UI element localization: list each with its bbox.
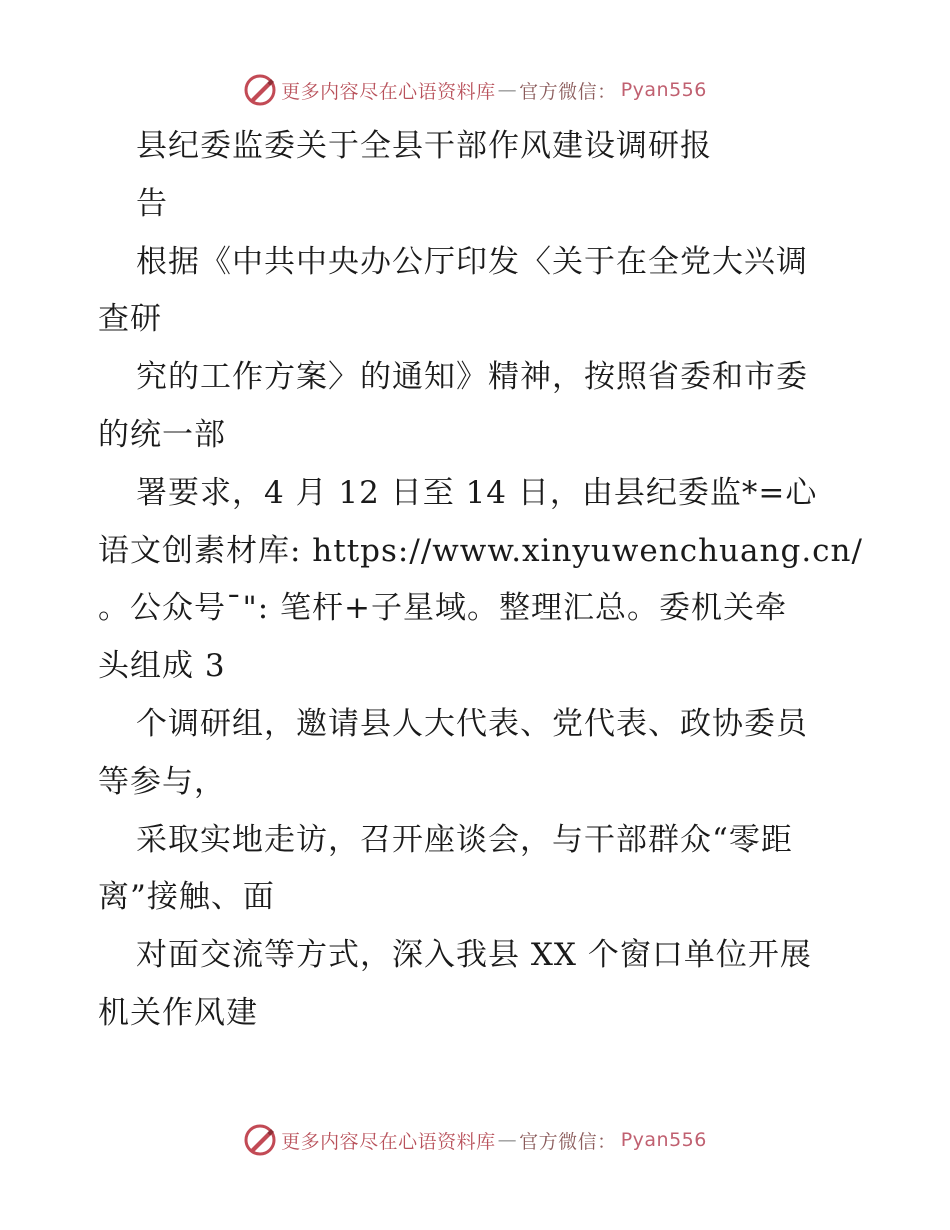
document-line: 采取实地走访，召开座谈会，与干部群众“零距 xyxy=(136,821,793,858)
banner-separator: — xyxy=(497,79,518,101)
document-line: 查研 xyxy=(98,301,162,338)
document-line: 头组成 3 xyxy=(98,648,226,685)
document-body xyxy=(98,118,863,1043)
document-line: 对面交流等方式，深入我县 XX 个窗口单位开展 xyxy=(136,937,812,974)
document-line: 告 xyxy=(136,185,168,222)
document-line: 署要求，4 月 12 日至 14 日，由县纪委监*=心 xyxy=(136,474,818,511)
banner-brand: 更多内容尽在心语资料库 xyxy=(281,80,496,103)
document-line: 机关作风建 xyxy=(98,994,258,1031)
document-line: 语文创素材库: https://www.xinyuwenchuang.cn/ xyxy=(98,532,863,569)
document-line: 等参与， xyxy=(98,763,226,800)
document-line: 个调研组，邀请县人大代表、党代表、政协委员 xyxy=(136,705,808,742)
document-line: 。公众号¯": 笔杆+子星域。整理汇总。委机关牵 xyxy=(98,590,788,627)
document-line: 离”接触、面 xyxy=(98,879,275,916)
header-banner xyxy=(0,70,950,110)
footer-banner xyxy=(0,1120,950,1160)
document-line: 根据《中共中央办公厅印发〈关于在全党大兴调 xyxy=(136,243,808,280)
banner-brand: 更多内容尽在心语资料库 xyxy=(281,1130,496,1153)
document-line: 究的工作方案〉的通知》精神，按照省委和市委 xyxy=(136,359,808,396)
document-line: 县纪委监委关于全县干部作风建设调研报 xyxy=(136,128,712,164)
pen-logo-icon xyxy=(243,1123,277,1157)
banner-wechat-id: Pyan556 xyxy=(620,1129,707,1151)
banner-label: 官方微信： xyxy=(519,80,617,103)
pen-logo-icon xyxy=(243,73,277,107)
document-line: 的统一部 xyxy=(98,416,226,453)
banner-separator: — xyxy=(497,1129,518,1151)
banner-label: 官方微信： xyxy=(519,1130,617,1153)
banner-wechat-id: Pyan556 xyxy=(620,79,707,101)
